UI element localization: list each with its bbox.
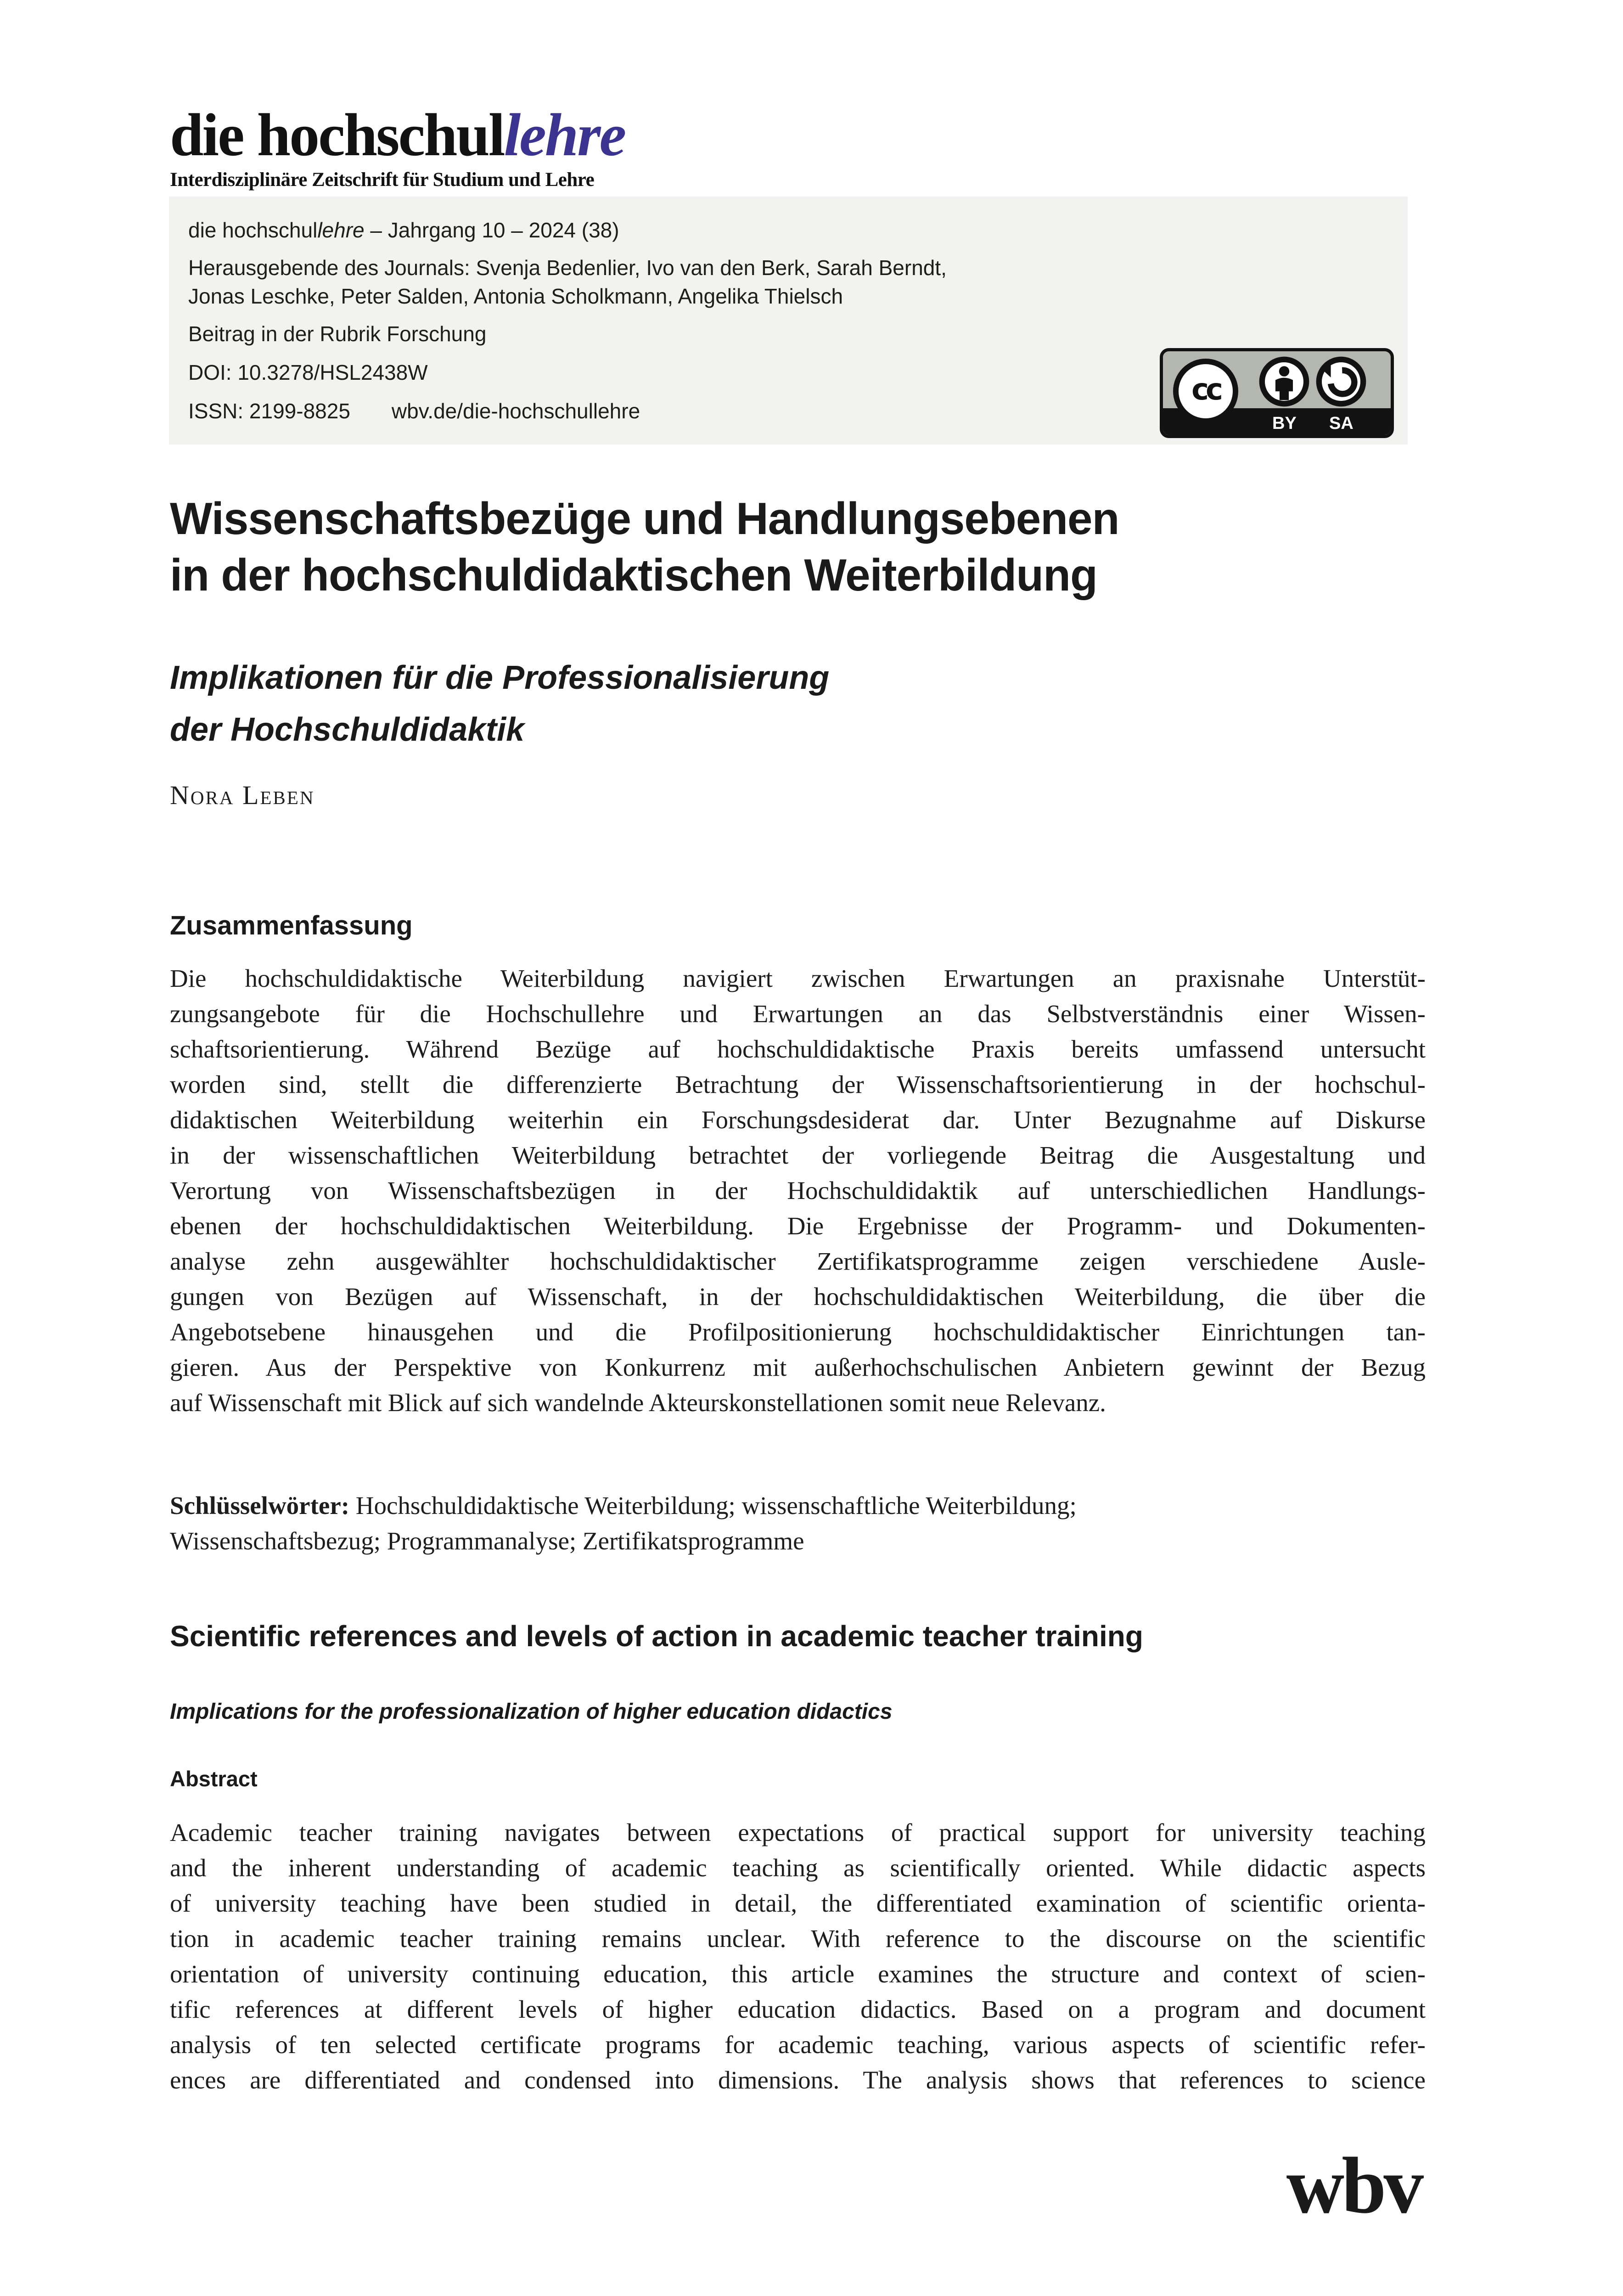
publisher-wbv-logo: wbv: [1286, 2141, 1421, 2230]
journal-logo: [170, 101, 625, 191]
issue-line: [188, 216, 619, 244]
article-subtitle-line-2: der Hochschuldidaktik: [170, 711, 525, 748]
keywords-line-1-text: Hochschuldidaktische Weiterbildung; wissenschaftliche Weiterbildung;: [349, 1491, 1077, 1519]
text-line: analyse zehn ausgewählter hochschuldidaktischer Zertifikatsprogramme zeigen verschiedene Ausle-: [170, 1247, 1426, 1275]
doi-line: DOI: 10.3278/HSL2438W: [188, 360, 428, 384]
text-line: zungsangebote für die Hochschullehre und Erwartungen an das Selbstverständnis einer Wissen-: [170, 1000, 1426, 1028]
text-line: orientation of university continuing education, this article examines the structure and context of scien-: [170, 1960, 1426, 1988]
issn-value: ISSN: 2199-8825: [188, 399, 350, 423]
license-sa-label: SA: [1329, 414, 1353, 433]
editors-line-2: Jonas Leschke, Peter Salden, Antonia Scholkmann, Angelika Thielsch: [188, 284, 843, 308]
text-line: Angebotsebene hinausgehen und die Profilpositionierung hochschuldidaktischer Einrichtungen tan-: [170, 1318, 1426, 1346]
license-by-label: BY: [1272, 414, 1297, 433]
abstract-text-de: [170, 961, 1426, 1420]
text-line: ences are differentiated and condensed into dimensions. The analysis shows that references to science: [170, 2066, 1426, 2094]
journal-logo-accent: lehre: [504, 101, 625, 169]
text-line: tific references at different levels of higher education didactics. Based on a program and document: [170, 1995, 1426, 2023]
text-line: auf Wissenschaft mit Blick auf sich wandelnde Akteurskonstellationen somit neue Relevanz.: [170, 1389, 1106, 1417]
text-line: Academic teacher training navigates between expectations of practical support for university teaching: [170, 1818, 1426, 1846]
text-line: Die hochschuldidaktische Weiterbildung navigiert zwischen Erwartungen an praxisnahe Unterstüt-: [170, 964, 1426, 992]
text-line: Verortung von Wissenschaftsbezügen in der Hochschuldidaktik auf unterschiedlichen Handlungs-: [170, 1176, 1426, 1204]
text-line: didaktischen Weiterbildung weiterhin ein Forschungsdesiderat dar. Unter Bezugnahme auf Diskurse: [170, 1106, 1426, 1134]
issue-volume: – Jahrgang 10 – 2024 (38): [364, 218, 619, 242]
issn-line: [188, 397, 640, 425]
summary-heading-de: Zusammenfassung: [170, 911, 413, 940]
issue-journal-name: die hochschul: [188, 218, 318, 242]
journal-tagline: Interdisziplinäre Zeitschrift für Studium und Lehre: [170, 169, 595, 191]
article-title-line-2: in der hochschuldidaktischen Weiterbildung: [170, 550, 1097, 600]
text-line: schaftsorientierung. Während Bezüge auf hochschuldidaktische Praxis bereits umfassend untersucht: [170, 1035, 1426, 1063]
keywords-line-1: [170, 1488, 1437, 1523]
issue-journal-name-italic: lehre: [317, 218, 365, 242]
article-subtitle-line-1: Implikationen für die Professionalisierung: [170, 659, 830, 696]
text-line: ebenen der hochschuldidaktischen Weiterbildung. Die Ergebnisse der Programm- und Dokumenten-: [170, 1212, 1426, 1240]
article-subtitle-en: Implications for the professionalization of higher education didactics: [170, 1699, 893, 1724]
article-title: [170, 490, 1437, 603]
cc-by-sa-license-badge[interactable]: [1160, 348, 1394, 438]
article-title-line-1: Wissenschaftsbezüge und Handlungsebenen: [170, 493, 1119, 544]
publication-info-box: [169, 197, 1408, 445]
attribution-person-icon: [1258, 356, 1310, 407]
text-line: worden sind, stellt die differenzierte Betrachtung der Wissenschaftsorientierung in der hochschul-: [170, 1070, 1426, 1098]
text-line: and the inherent understanding of academic teaching as scientifically oriented. While didactic aspects: [170, 1854, 1426, 1882]
author-name: Nora Leben: [170, 780, 315, 810]
journal-logo-wordmark: [170, 101, 625, 169]
text-line: analysis of ten selected certificate programs for academic teaching, various aspects of scientific refer-: [170, 2031, 1426, 2059]
text-line: of university teaching have been studied in detail, the differentiated examination of scientific orienta-: [170, 1889, 1426, 1917]
journal-logo-main: die hochschul: [170, 101, 504, 169]
section-note: Beitrag in der Rubrik Forschung: [188, 322, 487, 346]
share-alike-arrow-icon: [1315, 356, 1367, 407]
text-line: tion in academic teacher training remains unclear. With reference to the discourse on the scientific: [170, 1925, 1426, 1953]
abstract-heading-en: Abstract: [170, 1767, 258, 1791]
editors-line-1: Herausgebende des Journals: Svenja Bedenlier, Ivo van den Berk, Sarah Berndt,: [188, 256, 947, 280]
journal-website-link[interactable]: wbv.de/die-hochschullehre: [391, 399, 640, 423]
article-subtitle: [170, 652, 1437, 756]
keywords-line-2: Wissenschaftsbezug; Programmanalyse; Zertifikatsprogramme: [170, 1527, 804, 1555]
keywords-block: [170, 1488, 1437, 1559]
text-line: in der wissenschaftlichen Weiterbildung betrachtet der vorliegende Beitrag die Ausgestaltung und: [170, 1141, 1426, 1169]
text-line: gungen von Bezügen auf Wissenschaft, in der hochschuldidaktischen Weiterbildung, die über die: [170, 1283, 1426, 1311]
article-title-en: Scientific references and levels of action in academic teacher training: [170, 1620, 1143, 1653]
abstract-text-en: [170, 1815, 1426, 2098]
creative-commons-icon: cc: [1173, 359, 1238, 424]
keywords-label: Schlüsselwörter:: [170, 1491, 350, 1519]
text-line: gieren. Aus der Perspektive von Konkurrenz mit außerhochschulischen Anbietern gewinnt der Bezug: [170, 1353, 1426, 1381]
